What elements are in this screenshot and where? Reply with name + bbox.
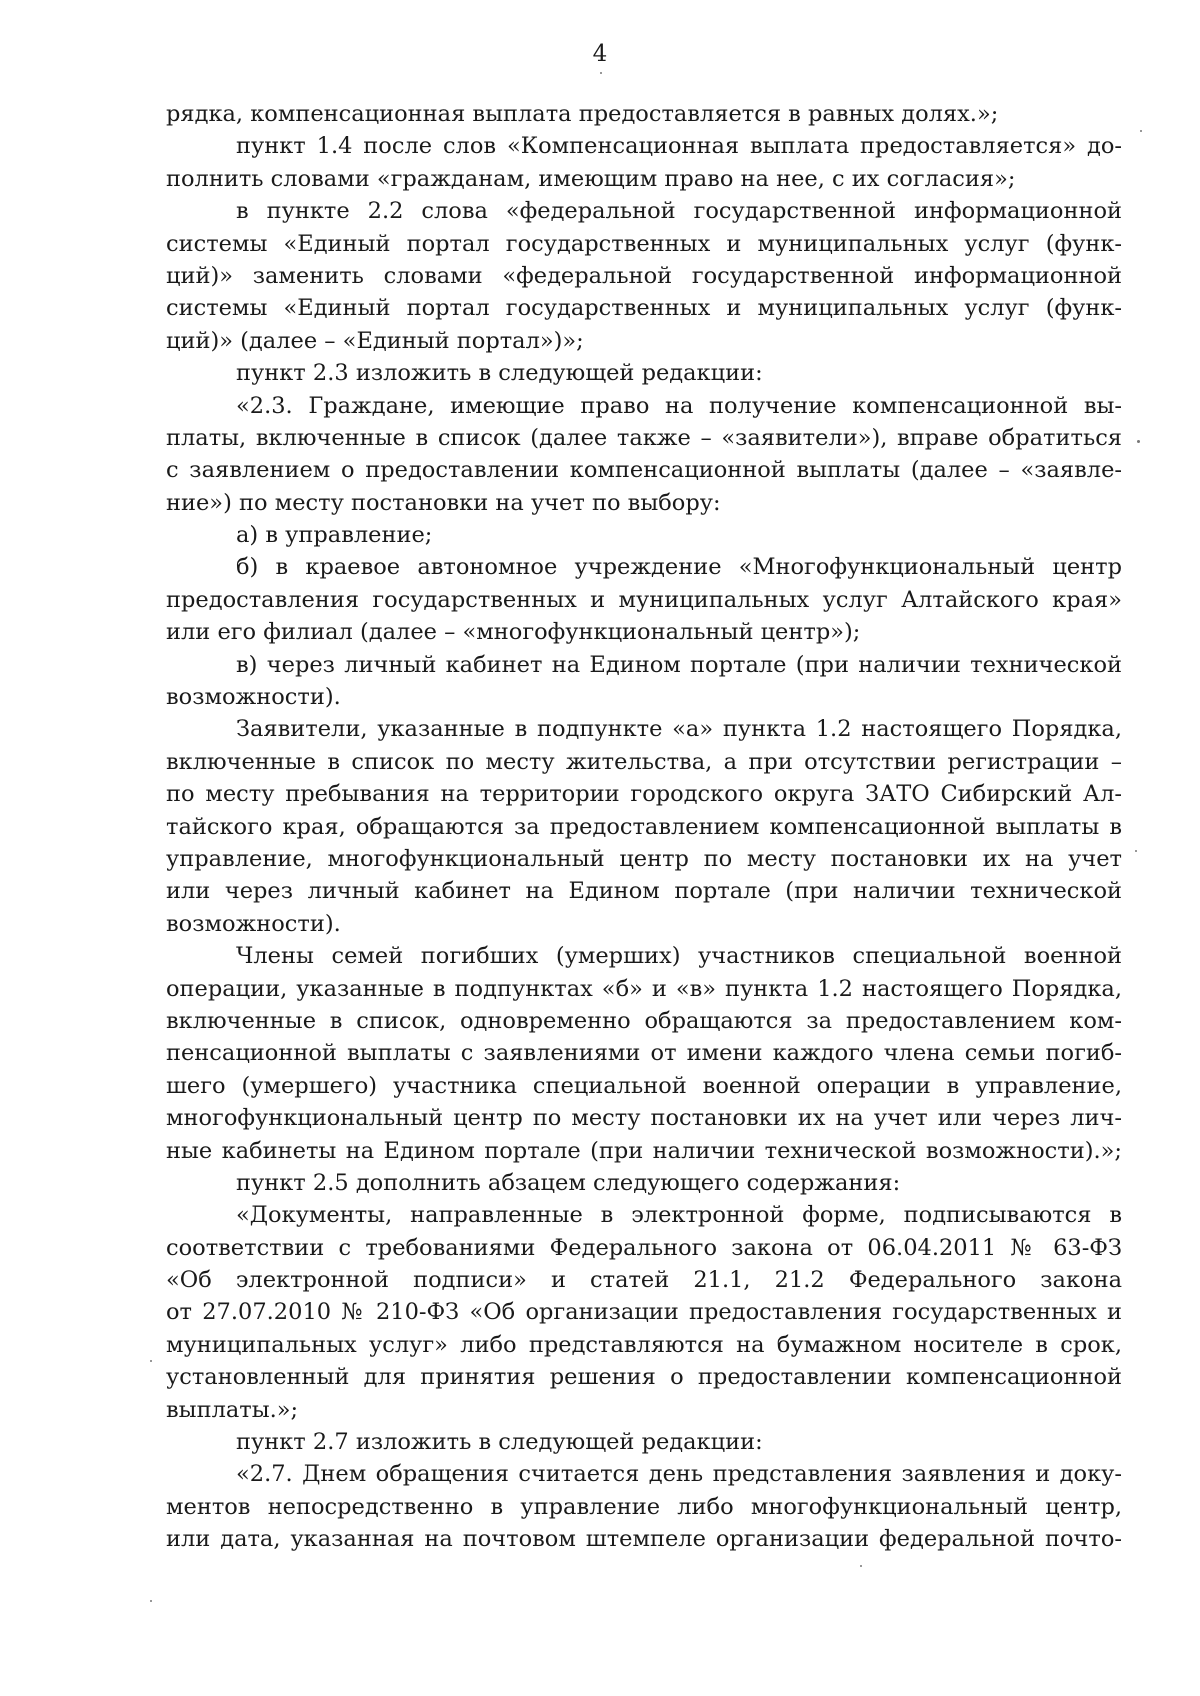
text-line: «Об электронной подписи» и статей 21.1, 21.2 Федерального закона [166, 1267, 1122, 1294]
scan-speck [1135, 850, 1137, 852]
text-line: по месту пребывания на территории городского округа ЗАТО Сибирский Ал- [166, 781, 1122, 808]
text-line: «2.3. Граждане, имеющие право на получение компенсационной вы- [236, 392, 1122, 419]
text-line: ные кабинеты на Едином портале (при наличии технической возможности).»; [166, 1137, 1122, 1164]
text-line: установленный для принятия решения о предоставлении компенсационной [166, 1364, 1122, 1391]
text-line: пункт 2.3 изложить в следующей редакции: [236, 360, 763, 387]
text-line: выплаты.»; [166, 1396, 299, 1423]
text-line: «2.7. Днем обращения считается день представления заявления и доку- [236, 1461, 1122, 1488]
text-line: или через личный кабинет на Едином портале (при наличии технической [166, 878, 1122, 905]
text-line: с заявлением о предоставлении компенсационной выплаты (далее – «заявле- [166, 457, 1122, 484]
text-line: возможности). [166, 684, 341, 711]
text-line: возможности). [166, 910, 341, 937]
text-line: «Документы, направленные в электронной форме, подписываются в [236, 1202, 1122, 1229]
text-line: а) в управление; [236, 522, 433, 549]
text-line: операции, указанные в подпунктах «б» и «в» пункта 1.2 настоящего Порядка, [166, 975, 1122, 1002]
text-line: пункт 2.5 дополнить абзацем следующего содержания: [236, 1169, 901, 1196]
scan-speck [150, 1600, 152, 1602]
text-line: включенные в список по месту жительства, а при отсутствии регистрации – [166, 748, 1122, 775]
page-number: 4 [592, 41, 608, 67]
text-line: ций)» (далее – «Единый портал»)»; [166, 327, 584, 354]
text-line: шего (умершего) участника специальной военной операции в управление, [166, 1072, 1122, 1099]
text-line: в пункте 2.2 слова «федеральной государственной информационной [236, 198, 1122, 225]
text-line: управление, многофункциональный центр по месту постановки их на учет [166, 845, 1122, 872]
text-line: Члены семей погибших (умерших) участников специальной военной [236, 943, 1122, 970]
text-line: ние») по месту постановки на учет по выбору: [166, 489, 721, 516]
text-line: пункт 2.7 изложить в следующей редакции: [236, 1429, 763, 1456]
text-line: пенсационной выплаты с заявлениями от имени каждого члена семьи погиб- [166, 1040, 1122, 1067]
document-body [166, 98, 1122, 1556]
text-line: системы «Единый портал государственных и муниципальных услуг (функ- [166, 295, 1122, 322]
text-line: полнить словами «гражданам, имеющим право на нее, с их согласия»; [166, 165, 1016, 192]
scan-speck [150, 1360, 152, 1362]
scan-speck [860, 1565, 862, 1567]
text-line: муниципальных услуг» либо представляются на бумажном носителе в срок, [166, 1331, 1122, 1358]
text-line: многофункциональный центр по месту постановки их на учет или через лич- [166, 1105, 1122, 1132]
text-line: или дата, указанная на почтовом штемпеле организации федеральной почто- [166, 1526, 1122, 1553]
scan-speck [1137, 440, 1140, 443]
text-line: ций)» заменить словами «федеральной государственной информационной [166, 262, 1122, 289]
text-line: включенные в список, одновременно обращаются за предоставлением ком- [166, 1007, 1122, 1034]
text-line: Заявители, указанные в подпункте «а» пункта 1.2 настоящего Порядка, [236, 716, 1122, 743]
text-line: соответствии с требованиями Федерального закона от 06.04.2011 № 63-ФЗ [166, 1234, 1122, 1261]
scan-speck [1140, 130, 1142, 132]
text-line: ментов непосредственно в управление либо многофункциональный центр, [166, 1493, 1122, 1520]
text-line: б) в краевое автономное учреждение «Многофункциональный центр [236, 554, 1122, 581]
text-line: платы, включенные в список (далее также – «заявители»), вправе обратиться [166, 424, 1122, 451]
text-line: пункт 1.4 после слов «Компенсационная выплата предоставляется» до- [236, 133, 1122, 160]
scan-speck [600, 72, 602, 74]
text-line: предоставления государственных и муниципальных услуг Алтайского края» [166, 586, 1122, 613]
text-line: в) через личный кабинет на Едином портале (при наличии технической [236, 651, 1122, 678]
text-line: от 27.07.2010 № 210-ФЗ «Об организации предоставления государственных и [166, 1299, 1122, 1326]
text-line: или его филиал (далее – «многофункциональный центр»); [166, 619, 861, 646]
text-line: системы «Единый портал государственных и муниципальных услуг (функ- [166, 230, 1122, 257]
text-line: рядка, компенсационная выплата предоставляется в равных долях.»; [166, 101, 999, 127]
text-line: тайского края, обращаются за предоставлением компенсационной выплаты в [166, 813, 1122, 840]
